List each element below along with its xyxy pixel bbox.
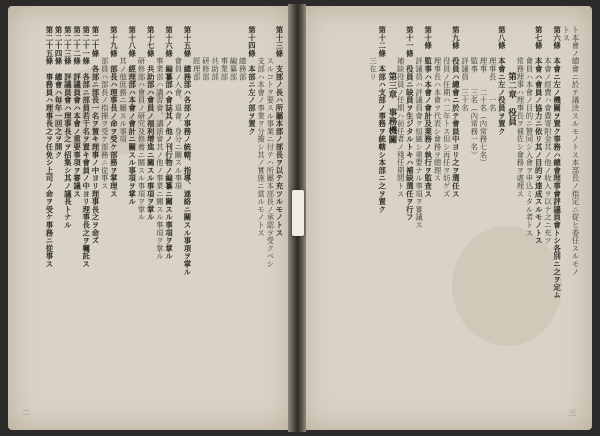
text-line: 會員ハ本會ノ目的ニ贊同シ入會ヲ申込ミタル者トス	[524, 26, 534, 237]
right-page-number: 三	[569, 409, 576, 417]
article-line: 第二十二條 評議員會ハ本會ノ重要事項ヲ審議ス	[72, 26, 82, 198]
article-line: 第十四條 本部ニ左ノ部ヲ置ク	[247, 26, 257, 136]
right-page-text	[312, 26, 580, 400]
right-page	[302, 6, 592, 430]
text-line: 補缺役員ノ任期ハ前任者ノ殘任期間トス	[396, 26, 406, 198]
article-line: 第十九條 部長ハ理事長ノ命ヲ受ケ部務ヲ掌理ス	[109, 26, 119, 198]
text-line: 總務部	[238, 26, 248, 81]
text-line: 評議員 三十名	[460, 26, 470, 112]
text-line: トス	[561, 26, 571, 42]
text-line: 役員ノ任期ハ二年トス但シ再任ヲ妨ゲズ	[442, 26, 452, 198]
torn-paper-scrap	[292, 190, 304, 236]
text-line: スルコトヲ要スル事業ニ付テハ所屬本部長ノ承認ヲ受クベシ	[265, 26, 275, 268]
text-line: 理事 二十名（內常務七名）	[478, 26, 488, 167]
text-line: 評議員ハ評議員會ヲ組織シ重要ナル事項ヲ審議ス	[414, 26, 424, 229]
text-line: 事業部ハ講習會、講演會其ノ他ノ事業ニ關スル事項ヲ掌ル	[155, 26, 165, 260]
text-line: 研修部	[201, 26, 211, 81]
left-page-text	[18, 26, 284, 400]
text-line: 經理部	[192, 26, 202, 81]
text-line: 會員ノ入會、退會、身分ニ關スル事項	[173, 26, 183, 190]
text-line: 共助部	[210, 26, 220, 81]
left-page-number: 二	[22, 409, 29, 417]
article-line: 第七條 本會ハ會員ノ協力ニ依リ其ノ目的ヲ達成スルモノトス	[534, 26, 544, 245]
left-page	[8, 6, 292, 430]
text-line: ト本會ノ總會ニ於テ議決スルモノトス本部長ノ指定ニ從ヒ委任スルモノ	[571, 26, 580, 276]
text-line: 其ノ他庶務ニ屬スル事項	[118, 26, 128, 143]
article-line: 第十二條 本部ハ支部ノ事務ヲ統轄シ本部ニ之ヲ置ク	[377, 26, 387, 214]
text-line: 編纂部	[228, 26, 238, 81]
article-line: 第十六條 編纂部ハ會誌其ノ他ノ刊行物ノ編纂ニ關スル事項ヲ掌ル	[164, 26, 174, 260]
article-line: 第二十條 各部ニ部長一名ヲ置キ理事ノ中ヨリ理事長之ヲ命ズ	[90, 26, 100, 245]
article-line: 第六條 本會ニ左ノ機關ヲ置ク事務ハ總會理事會評議員會トシ各別ニ之ヲ定ム	[552, 26, 562, 299]
article-line: 第十三條 支部ノ長ハ所屬本部ノ部長ヲ以テ充ツルモノトス	[275, 26, 284, 237]
text-line: 事業部	[219, 26, 229, 81]
article-line: 第二十三條 評議員會ハ理事長之ヲ招集シ其ノ議長トナル	[63, 26, 73, 229]
chapter-heading: 第二章 役員	[506, 72, 517, 126]
article-line: 第十條 監事ハ本會ノ會計及業務ノ執行ヲ監査ス	[423, 26, 433, 198]
text-line: 理事長ハ本會ヲ代表シ會務ヲ總理ス	[432, 26, 442, 182]
article-line: 第十八條 經理部ハ本會ノ會計ニ關スル事項ヲ掌ル	[127, 26, 137, 206]
article-line: 第二十四條 總會ハ毎年一回之ヲ開ク	[54, 26, 64, 159]
text-line: 本會ノ經費ハ會費寄附金其ノ他ノ收入ヲ以テ之ニ充ツ	[543, 26, 553, 245]
text-line: 支部ハ本會ノ事業ヲ分擔シ其ノ實施ニ當ルモノトス	[256, 26, 266, 237]
article-line: 第二十一條 各部ニ部員若干名ヲ置キ會員ノ中ヨリ理事長之ヲ囑託ス	[81, 26, 91, 268]
article-line: 第八條 本會ニ左ノ役員ヲ置ク	[497, 26, 507, 136]
article-line: 第十七條 共助部ハ會員ノ福利增進ニ關スル事項ヲ掌ル	[146, 26, 156, 221]
chapter-heading: 第三章 事務機關	[386, 72, 397, 144]
article-line: 第二十五條 事務員ハ理事長之ヲ任免シ上司ノ命ヲ受ケ事務ニ從事ス	[44, 26, 54, 268]
article-line: 第九條 役員ハ總會ニ於テ會員中ヨリ之ヲ選任ス	[451, 26, 461, 198]
text-line: 研修部ハ會員ノ研究及修養ニ關スル事項ヲ掌ル	[136, 26, 146, 221]
text-line: 理事長 一名	[488, 26, 498, 112]
text-line: 常務理事ハ理事長ヲ補佐シ會務ヲ處理ス	[515, 26, 525, 198]
article-line: 第十五條 總務部ハ各部ノ事務ノ統轄、指導、連絡ニ關スル事項ヲ掌ル	[182, 26, 192, 276]
text-line: 監事 三名（內常務一名）	[469, 26, 479, 159]
article-line: 第十一條 役員ニ缺員ヲ生ジタルトキハ補缺選任ヲ行フ	[405, 26, 415, 221]
text-line: 部員ハ部長ノ指揮ヲ受ケ部務ニ從事ス	[100, 26, 110, 190]
text-line: 三在リ	[368, 26, 378, 81]
